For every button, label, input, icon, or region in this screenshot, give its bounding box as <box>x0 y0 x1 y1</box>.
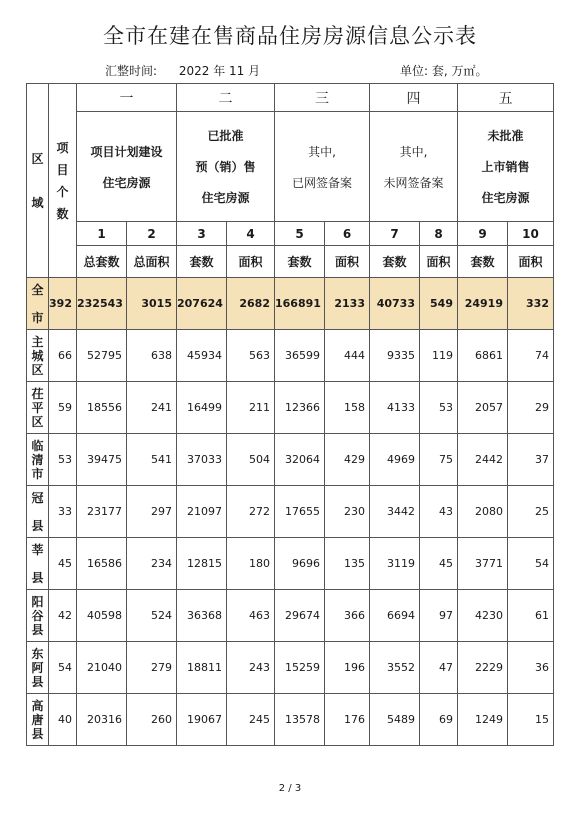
value-cell: 16499 <box>177 382 227 434</box>
table-row <box>27 434 554 486</box>
value-cell: 241 <box>127 382 177 434</box>
value-cell: 444 <box>325 330 370 382</box>
value-cell: 69 <box>420 694 458 746</box>
region-cell: 茌 平 区 <box>27 382 49 434</box>
group-4-numeral: 四 <box>370 84 458 112</box>
value-cell: 3771 <box>458 538 508 590</box>
region-cell: 冠 县 <box>27 486 49 538</box>
value-cell: 40598 <box>77 590 127 642</box>
group-2-numeral: 二 <box>177 84 275 112</box>
table-row <box>27 642 554 694</box>
value-cell: 12815 <box>177 538 227 590</box>
value-cell: 15259 <box>275 642 325 694</box>
region-cell: 高 唐 县 <box>27 694 49 746</box>
group-1-desc: 项目计划建设 住宅房源 <box>77 112 177 222</box>
value-cell: 211 <box>227 382 275 434</box>
region-header: 区 域 <box>27 84 49 278</box>
value-cell: 366 <box>325 590 370 642</box>
value-cell: 207624 <box>177 278 227 330</box>
value-cell: 119 <box>420 330 458 382</box>
value-cell: 17655 <box>275 486 325 538</box>
column-number: 5 <box>275 222 325 246</box>
value-cell: 272 <box>227 486 275 538</box>
value-cell: 36 <box>508 642 554 694</box>
column-label: 总套数 <box>77 246 127 278</box>
project-count-cell: 66 <box>49 330 77 382</box>
region-cell: 莘 县 <box>27 538 49 590</box>
value-cell: 638 <box>127 330 177 382</box>
value-cell: 2057 <box>458 382 508 434</box>
value-cell: 563 <box>227 330 275 382</box>
value-cell: 21097 <box>177 486 227 538</box>
page-indicator: 2 / 3 <box>278 783 302 794</box>
value-cell: 15 <box>508 694 554 746</box>
value-cell: 37033 <box>177 434 227 486</box>
value-cell: 166891 <box>275 278 325 330</box>
value-cell: 9335 <box>370 330 420 382</box>
project-count-cell: 33 <box>49 486 77 538</box>
region-cell: 全 市 <box>27 278 49 330</box>
project-count-cell: 53 <box>49 434 77 486</box>
region-cell: 阳 谷 县 <box>27 590 49 642</box>
column-number: 2 <box>127 222 177 246</box>
value-cell: 6694 <box>370 590 420 642</box>
page-title: 全市在建在售商品住房房源信息公示表 <box>103 24 477 48</box>
group-3-desc: 其中, 已网签备案 <box>275 112 370 222</box>
value-cell: 18811 <box>177 642 227 694</box>
value-cell: 40733 <box>370 278 420 330</box>
group-2-desc: 已批准 预（销）售 住宅房源 <box>177 112 275 222</box>
value-cell: 234 <box>127 538 177 590</box>
value-cell: 196 <box>325 642 370 694</box>
value-cell: 36599 <box>275 330 325 382</box>
value-cell: 25 <box>508 486 554 538</box>
value-cell: 504 <box>227 434 275 486</box>
column-label: 套数 <box>177 246 227 278</box>
value-cell: 9696 <box>275 538 325 590</box>
value-cell: 18556 <box>77 382 127 434</box>
column-label: 总面积 <box>127 246 177 278</box>
date-value: 2022 年 11 月 <box>178 64 261 78</box>
value-cell: 176 <box>325 694 370 746</box>
value-cell: 75 <box>420 434 458 486</box>
value-cell: 12366 <box>275 382 325 434</box>
column-number: 3 <box>177 222 227 246</box>
value-cell: 3442 <box>370 486 420 538</box>
column-label: 套数 <box>370 246 420 278</box>
value-cell: 2229 <box>458 642 508 694</box>
table-row <box>27 486 554 538</box>
report-date <box>105 62 260 79</box>
value-cell: 3552 <box>370 642 420 694</box>
value-cell: 74 <box>508 330 554 382</box>
column-label: 面积 <box>508 246 554 278</box>
column-number: 6 <box>325 222 370 246</box>
value-cell: 524 <box>127 590 177 642</box>
table-row <box>27 382 554 434</box>
value-cell: 279 <box>127 642 177 694</box>
column-label: 套数 <box>458 246 508 278</box>
housing-table <box>26 83 554 746</box>
value-cell: 20316 <box>77 694 127 746</box>
value-cell: 32064 <box>275 434 325 486</box>
date-label: 汇整时间: <box>105 64 158 78</box>
region-cell: 东 阿 县 <box>27 642 49 694</box>
value-cell: 230 <box>325 486 370 538</box>
value-cell: 463 <box>227 590 275 642</box>
value-cell: 23177 <box>77 486 127 538</box>
value-cell: 24919 <box>458 278 508 330</box>
column-label: 面积 <box>227 246 275 278</box>
value-cell: 54 <box>508 538 554 590</box>
column-number: 8 <box>420 222 458 246</box>
value-cell: 332 <box>508 278 554 330</box>
value-cell: 47 <box>420 642 458 694</box>
value-cell: 52795 <box>77 330 127 382</box>
column-label: 面积 <box>420 246 458 278</box>
value-cell: 2442 <box>458 434 508 486</box>
value-cell: 1249 <box>458 694 508 746</box>
value-cell: 97 <box>420 590 458 642</box>
value-cell: 243 <box>227 642 275 694</box>
value-cell: 4969 <box>370 434 420 486</box>
column-number: 9 <box>458 222 508 246</box>
value-cell: 45 <box>420 538 458 590</box>
value-cell: 61 <box>508 590 554 642</box>
value-cell: 29 <box>508 382 554 434</box>
value-cell: 36368 <box>177 590 227 642</box>
value-cell: 13578 <box>275 694 325 746</box>
column-label: 面积 <box>325 246 370 278</box>
value-cell: 429 <box>325 434 370 486</box>
value-cell: 29674 <box>275 590 325 642</box>
value-cell: 158 <box>325 382 370 434</box>
value-cell: 2682 <box>227 278 275 330</box>
unit-note: 单位: 套, 万㎡。 <box>400 64 488 78</box>
value-cell: 53 <box>420 382 458 434</box>
column-number: 1 <box>77 222 127 246</box>
project-count-cell: 54 <box>49 642 77 694</box>
table-row <box>27 278 554 330</box>
column-number: 10 <box>508 222 554 246</box>
value-cell: 37 <box>508 434 554 486</box>
region-cell: 临 清 市 <box>27 434 49 486</box>
project-count-cell: 59 <box>49 382 77 434</box>
value-cell: 19067 <box>177 694 227 746</box>
group-5-numeral: 五 <box>458 84 554 112</box>
value-cell: 541 <box>127 434 177 486</box>
value-cell: 180 <box>227 538 275 590</box>
value-cell: 39475 <box>77 434 127 486</box>
column-label: 套数 <box>275 246 325 278</box>
table-row <box>27 330 554 382</box>
table-row <box>27 694 554 746</box>
value-cell: 3119 <box>370 538 420 590</box>
value-cell: 2080 <box>458 486 508 538</box>
value-cell: 260 <box>127 694 177 746</box>
value-cell: 2133 <box>325 278 370 330</box>
table-row <box>27 538 554 590</box>
project-count-header: 项 目 个 数 <box>49 84 77 278</box>
value-cell: 5489 <box>370 694 420 746</box>
value-cell: 3015 <box>127 278 177 330</box>
group-3-numeral: 三 <box>275 84 370 112</box>
value-cell: 45934 <box>177 330 227 382</box>
value-cell: 297 <box>127 486 177 538</box>
project-count-cell: 45 <box>49 538 77 590</box>
project-count-cell: 42 <box>49 590 77 642</box>
project-count-cell: 40 <box>49 694 77 746</box>
value-cell: 549 <box>420 278 458 330</box>
value-cell: 6861 <box>458 330 508 382</box>
project-count-cell: 392 <box>49 278 77 330</box>
group-5-desc: 未批准 上市销售 住宅房源 <box>458 112 554 222</box>
value-cell: 4230 <box>458 590 508 642</box>
value-cell: 245 <box>227 694 275 746</box>
value-cell: 21040 <box>77 642 127 694</box>
value-cell: 4133 <box>370 382 420 434</box>
table-row <box>27 590 554 642</box>
value-cell: 43 <box>420 486 458 538</box>
column-number: 4 <box>227 222 275 246</box>
region-cell: 主 城 区 <box>27 330 49 382</box>
value-cell: 232543 <box>77 278 127 330</box>
column-number: 7 <box>370 222 420 246</box>
value-cell: 135 <box>325 538 370 590</box>
group-4-desc: 其中, 未网签备案 <box>370 112 458 222</box>
group-1-numeral: 一 <box>77 84 177 112</box>
value-cell: 16586 <box>77 538 127 590</box>
